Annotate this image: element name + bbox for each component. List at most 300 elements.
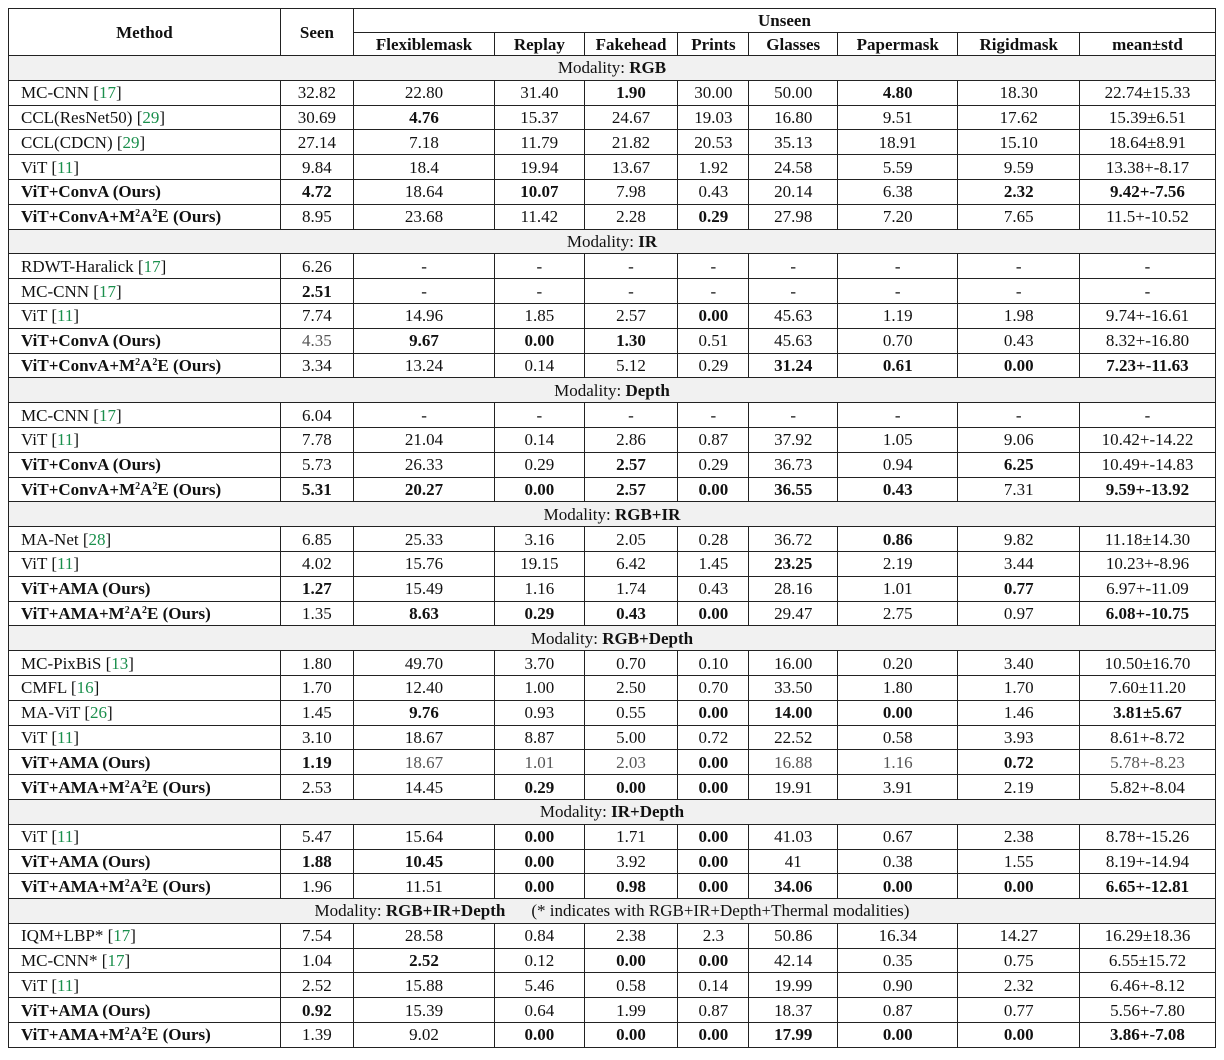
seen-value: 2.53 [280,775,353,800]
unseen-value: 0.20 [837,651,957,676]
unseen-value: 0.58 [837,725,957,750]
unseen-value: 11.18±14.30 [1079,527,1215,552]
unseen-value: 7.60±11.20 [1079,675,1215,700]
unseen-value: 15.37 [495,105,585,130]
table-row [9,452,1216,477]
unseen-value: 0.00 [495,1023,585,1048]
unseen-value: 3.92 [584,849,678,874]
table-row [9,849,1216,874]
unseen-value: 45.63 [749,303,838,328]
modality-label [9,378,1216,403]
table-row [9,824,1216,849]
method-name: MC-CNN [21,405,90,425]
unseen-value: 45.63 [749,328,838,353]
unseen-value: 2.03 [584,750,678,775]
method-name: IQM+LBP* [21,926,104,946]
seen-value: 7.78 [280,427,353,452]
unseen-value: 2.75 [837,601,957,626]
unseen-value: 0.97 [958,601,1080,626]
unseen-value: 18.30 [958,80,1080,105]
table-row [9,353,1216,378]
unseen-value: - [353,254,494,279]
unseen-value: 20.27 [353,477,494,502]
modality-row [9,502,1216,527]
unseen-value: 11.42 [495,204,585,229]
unseen-value: 3.91 [837,775,957,800]
unseen-value: 0.00 [495,477,585,502]
unseen-value: 37.92 [749,427,838,452]
unseen-value: 1.74 [584,576,678,601]
table-row [9,204,1216,229]
unseen-value: 0.72 [958,750,1080,775]
method-cell [9,601,281,626]
unseen-value: 9.59+-13.92 [1079,477,1215,502]
unseen-value: 28.58 [353,923,494,948]
unseen-value: - [678,254,749,279]
seen-header: Seen [280,9,353,56]
unseen-value: 0.00 [678,601,749,626]
method-name: MA-Net [21,529,79,549]
unseen-value: 0.00 [584,775,678,800]
unseen-value: 2.28 [584,204,678,229]
citation-link[interactable]: 11 [56,430,74,450]
table-row [9,576,1216,601]
unseen-value: 0.61 [837,353,957,378]
method-name: $ViT+ConvA+M^2A^2E$ (Ours) [21,207,222,227]
citation-link[interactable]: 17 [98,405,116,425]
method-cell: RDWT-Haralick [17] [9,254,281,279]
unseen-value: - [837,254,957,279]
unseen-value: 3.40 [958,651,1080,676]
unseen-value: 10.42+-14.22 [1079,427,1215,452]
unseen-value: 0.00 [678,303,749,328]
table-row [9,651,1216,676]
unseen-value: 1.98 [958,303,1080,328]
unseen-value: 0.51 [678,328,749,353]
unseen-value: 0.00 [678,1023,749,1048]
unseen-value: 29.47 [749,601,838,626]
unseen-value: 4.80 [837,80,957,105]
unseen-value: - [749,254,838,279]
citation-link[interactable]: 13 [111,653,129,673]
unseen-value: - [495,279,585,304]
unseen-value: 1.16 [837,750,957,775]
unseen-value: 5.46 [495,973,585,998]
method-cell: ViT [11] [9,973,281,998]
unseen-value: 0.00 [678,750,749,775]
seen-value: 1.39 [280,1023,353,1048]
modality-name: RGB+Depth [602,628,694,648]
seen-value: 4.35 [280,328,353,353]
unseen-value: 18.64 [353,179,494,204]
unseen-value: 18.91 [837,130,957,155]
method-cell [9,477,281,502]
unseen-value: 19.99 [749,973,838,998]
unseen-value: 10.50±16.70 [1079,651,1215,676]
unseen-value: 0.00 [584,1023,678,1048]
unseen-value: 13.67 [584,155,678,180]
unseen-value: 8.78+-15.26 [1079,824,1215,849]
unseen-value: 34.06 [749,874,838,899]
unseen-value: - [837,279,957,304]
unseen-value: 15.39 [353,998,494,1023]
unseen-value: 3.93 [958,725,1080,750]
seen-value: 3.10 [280,725,353,750]
modality-label [9,626,1216,651]
method-name: $ViT+AMA+M^2A^2E$ (Ours) [21,603,211,623]
unseen-value: 0.70 [678,675,749,700]
seen-value: 6.26 [280,254,353,279]
unseen-value: - [1079,279,1215,304]
unseen-value: - [678,403,749,428]
citation-link[interactable]: 16 [76,678,94,698]
seen-value: 1.35 [280,601,353,626]
unseen-value: 0.86 [837,527,957,552]
citation-link[interactable]: 11 [56,554,74,574]
unseen-value: 15.76 [353,551,494,576]
unseen-value: 0.87 [837,998,957,1023]
unseen-value: 41.03 [749,824,838,849]
unseen-value: - [958,279,1080,304]
unseen-value: 0.84 [495,923,585,948]
unseen-value: 2.3 [678,923,749,948]
results-table [8,8,1216,1048]
unseen-value: 0.29 [678,204,749,229]
unseen-value: 1.85 [495,303,585,328]
unseen-col-header: Glasses [749,33,838,56]
method-cell: ViT [11] [9,155,281,180]
unseen-value: 0.14 [495,427,585,452]
unseen-value: 6.25 [958,452,1080,477]
unseen-value: 0.38 [837,849,957,874]
table-row [9,551,1216,576]
unseen-value: 28.16 [749,576,838,601]
method-name: MC-CNN* [21,951,98,971]
unseen-value: 0.43 [837,477,957,502]
method-name: ViT+ConvA (Ours) [21,455,161,475]
unseen-value: 0.00 [678,700,749,725]
method-name: MC-PixBiS [21,653,102,673]
modality-prefix: Modality: [539,802,607,822]
unseen-value: 15.49 [353,576,494,601]
unseen-value: 5.59 [837,155,957,180]
unseen-value: 0.94 [837,452,957,477]
unseen-value: 36.72 [749,527,838,552]
unseen-value: 5.78+-8.23 [1079,750,1215,775]
unseen-value: 3.81±5.67 [1079,700,1215,725]
method-name: ViT [21,430,48,450]
seen-value: 1.80 [280,651,353,676]
unseen-value: 19.03 [678,105,749,130]
method-cell: MA-ViT [26] [9,700,281,725]
unseen-value: 1.70 [958,675,1080,700]
unseen-value: 0.00 [495,824,585,849]
method-name: ViT+ConvA (Ours) [21,331,161,351]
unseen-value: 7.20 [837,204,957,229]
unseen-value: 22.74±15.33 [1079,80,1215,105]
unseen-value: 33.50 [749,675,838,700]
unseen-col-header: Rigidmask [958,33,1080,56]
unseen-value: 0.87 [678,998,749,1023]
table-row [9,80,1216,105]
method-cell: ViT [11] [9,725,281,750]
seen-value: 2.52 [280,973,353,998]
citation-link[interactable]: 17 [143,256,161,276]
modality-prefix: Modality: [554,380,622,400]
unseen-value: 0.75 [958,948,1080,973]
unseen-value: 15.10 [958,130,1080,155]
unseen-value: 19.91 [749,775,838,800]
unseen-value: 8.63 [353,601,494,626]
unseen-value: 20.14 [749,179,838,204]
unseen-value: 5.12 [584,353,678,378]
citation-link[interactable]: 26 [90,703,108,723]
table-row [9,998,1216,1023]
method-name: MC-CNN [21,83,90,103]
unseen-value: 9.06 [958,427,1080,452]
method-cell [9,179,281,204]
unseen-value: 0.29 [495,601,585,626]
method-name: CCL(CDCN) [21,132,113,152]
unseen-value: 0.00 [678,775,749,800]
unseen-value: 7.65 [958,204,1080,229]
method-cell [9,998,281,1023]
unseen-value: 7.18 [353,130,494,155]
unseen-value: 0.00 [958,353,1080,378]
unseen-value: 36.73 [749,452,838,477]
unseen-value: 27.98 [749,204,838,229]
unseen-value: 0.29 [495,452,585,477]
seen-value: 5.31 [280,477,353,502]
unseen-value: 4.76 [353,105,494,130]
table-row [9,675,1216,700]
unseen-header: Unseen [353,9,1215,33]
unseen-value: - [584,403,678,428]
unseen-value: 18.64±8.91 [1079,130,1215,155]
method-cell [9,1023,281,1048]
modality-row [9,56,1216,81]
unseen-value: 16.80 [749,105,838,130]
unseen-value: 16.00 [749,651,838,676]
unseen-value: 30.00 [678,80,749,105]
unseen-value: 2.50 [584,675,678,700]
unseen-value: 24.58 [749,155,838,180]
unseen-value: 0.00 [958,1023,1080,1048]
table-row [9,527,1216,552]
unseen-value: 0.12 [495,948,585,973]
unseen-value: 9.51 [837,105,957,130]
unseen-value: 0.00 [678,948,749,973]
unseen-value: 18.37 [749,998,838,1023]
modality-name: IR [638,231,658,251]
citation-link[interactable]: 17 [98,83,116,103]
citation-link[interactable]: 11 [56,827,74,847]
modality-row [9,799,1216,824]
citation-link[interactable]: 28 [88,529,106,549]
method-cell: ViT [11] [9,427,281,452]
citation-link[interactable]: 17 [113,926,131,946]
unseen-value: 0.00 [678,849,749,874]
unseen-value: 14.27 [958,923,1080,948]
unseen-value: 1.01 [495,750,585,775]
unseen-value: 1.71 [584,824,678,849]
citation-link[interactable]: 11 [56,975,74,995]
modality-name: Depth [625,380,670,400]
table-header [9,9,1216,56]
modality-row [9,626,1216,651]
unseen-value: 2.57 [584,477,678,502]
method-name: CCL(ResNet50) [21,107,133,127]
table-body [9,56,1216,1048]
unseen-value: - [1079,254,1215,279]
unseen-value: 31.24 [749,353,838,378]
unseen-value: 2.38 [584,923,678,948]
method-cell [9,750,281,775]
unseen-value: 6.42 [584,551,678,576]
unseen-col-header: Replay [495,33,585,56]
method-name: ViT [21,157,48,177]
unseen-value: 8.32+-16.80 [1079,328,1215,353]
unseen-value: 2.57 [584,452,678,477]
unseen-value: 36.55 [749,477,838,502]
method-cell [9,874,281,899]
unseen-value: 6.08+-10.75 [1079,601,1215,626]
method-name: MC-CNN [21,281,90,301]
citation-link[interactable]: 17 [98,281,116,301]
unseen-value: - [1079,403,1215,428]
citation-link[interactable]: 11 [56,727,74,747]
seen-value: 4.02 [280,551,353,576]
unseen-value: 0.14 [678,973,749,998]
unseen-value: 3.44 [958,551,1080,576]
seen-value: 6.85 [280,527,353,552]
method-cell [9,204,281,229]
unseen-value: 0.00 [837,1023,957,1048]
modality-prefix: Modality: [530,628,598,648]
unseen-value: 10.07 [495,179,585,204]
table-row [9,700,1216,725]
unseen-value: 0.10 [678,651,749,676]
table-row [9,601,1216,626]
modality-prefix: Modality: [566,231,634,251]
method-header: Method [9,9,281,56]
seen-value: 8.95 [280,204,353,229]
method-name: ViT [21,975,48,995]
table-row [9,279,1216,304]
table-row [9,923,1216,948]
unseen-value: 0.14 [495,353,585,378]
unseen-value: 5.82+-8.04 [1079,775,1215,800]
seen-value: 5.47 [280,824,353,849]
modality-label [9,229,1216,254]
unseen-value: 1.55 [958,849,1080,874]
unseen-value: 0.77 [958,576,1080,601]
method-cell: MC-CNN [17] [9,279,281,304]
unseen-value: - [584,254,678,279]
unseen-value: 14.96 [353,303,494,328]
method-cell: MC-CNN [17] [9,80,281,105]
modality-name: IR+Depth [611,802,685,822]
method-name: ViT+AMA (Ours) [21,1000,151,1020]
unseen-col-header: Fakehead [584,33,678,56]
method-cell [9,775,281,800]
table-row [9,130,1216,155]
citation-link[interactable]: 11 [56,157,74,177]
modality-label [9,56,1216,81]
unseen-value: 0.00 [837,700,957,725]
method-name: ViT+AMA (Ours) [21,579,151,599]
unseen-value: 16.88 [749,750,838,775]
unseen-value: 7.98 [584,179,678,204]
seen-value: 1.27 [280,576,353,601]
modality-prefix: Modality: [557,58,625,78]
unseen-value: 2.38 [958,824,1080,849]
unseen-value: 2.32 [958,179,1080,204]
unseen-value: 9.76 [353,700,494,725]
unseen-value: 0.70 [584,651,678,676]
table-row [9,874,1216,899]
citation-link[interactable]: 29 [122,132,140,152]
unseen-value: 17.62 [958,105,1080,130]
citation-link[interactable]: 29 [142,107,160,127]
modality-name: RGB+IR+Depth [385,901,506,921]
modality-label [9,899,1216,924]
seen-value: 27.14 [280,130,353,155]
unseen-value: 31.40 [495,80,585,105]
unseen-value: 0.43 [678,576,749,601]
unseen-value: 2.05 [584,527,678,552]
unseen-value: 14.45 [353,775,494,800]
modality-row [9,378,1216,403]
seen-value: 1.96 [280,874,353,899]
table-row [9,725,1216,750]
unseen-value: 0.72 [678,725,749,750]
unseen-value: 18.67 [353,725,494,750]
method-name: $ViT+AMA+M^2A^2E$ (Ours) [21,1025,211,1045]
unseen-value: - [495,403,585,428]
method-name: ViT [21,827,48,847]
unseen-value: 0.00 [584,948,678,973]
seen-value: 2.51 [280,279,353,304]
unseen-value: 0.28 [678,527,749,552]
unseen-value: 14.00 [749,700,838,725]
unseen-value: 1.19 [837,303,957,328]
unseen-value: 21.04 [353,427,494,452]
unseen-value: 0.58 [584,973,678,998]
unseen-value: 3.70 [495,651,585,676]
unseen-value: 42.14 [749,948,838,973]
unseen-value: 22.80 [353,80,494,105]
citation-link[interactable]: 17 [107,951,125,971]
modality-note: (* indicates with RGB+IR+Depth+Thermal modalities) [531,901,910,921]
unseen-col-header: Papermask [837,33,957,56]
method-name: ViT+AMA (Ours) [21,752,151,772]
method-name: $ViT+ConvA+M^2A^2E$ (Ours) [21,355,222,375]
unseen-value: 15.64 [353,824,494,849]
method-cell: ViT [11] [9,303,281,328]
seen-value: 32.82 [280,80,353,105]
unseen-value: 19.15 [495,551,585,576]
citation-link[interactable]: 11 [56,306,74,326]
unseen-value: 16.29±18.36 [1079,923,1215,948]
unseen-value: 20.53 [678,130,749,155]
table-row [9,477,1216,502]
method-name: CMFL [21,678,67,698]
unseen-value: 1.01 [837,576,957,601]
modality-prefix: Modality: [314,901,382,921]
table-row [9,427,1216,452]
unseen-value: 1.30 [584,328,678,353]
